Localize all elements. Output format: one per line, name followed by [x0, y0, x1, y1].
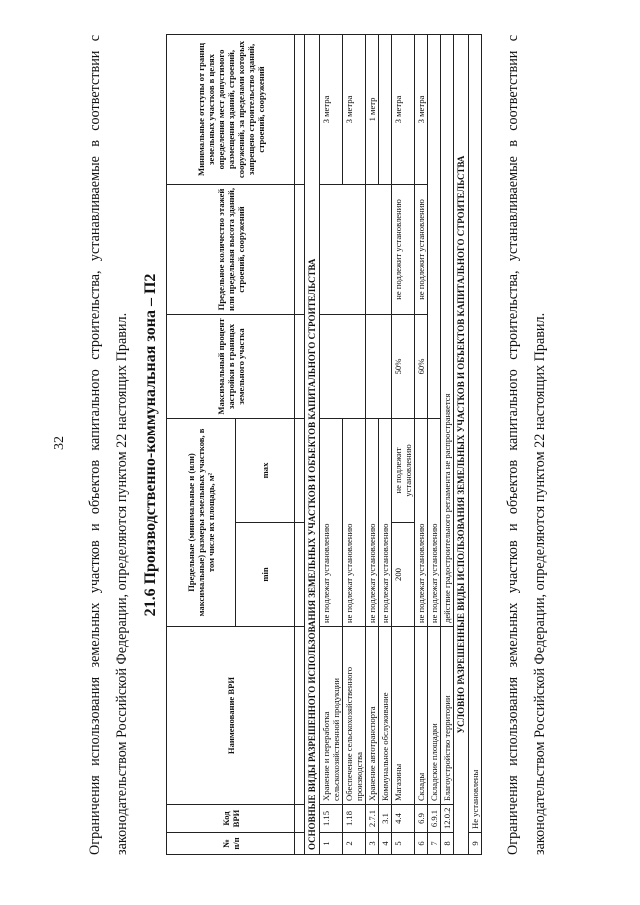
table-row: [428, 34, 441, 854]
row-size: действие градостроительного регламента не распространяется: [441, 34, 454, 626]
row-floors: не подлежит установлению: [415, 184, 428, 314]
header-num: № п/п: [167, 833, 295, 855]
row-percent-blank: [320, 314, 366, 418]
row-code: 12.0.2: [441, 805, 454, 833]
table-row: [392, 34, 415, 854]
row-size: не подлежат установлению: [343, 418, 366, 626]
row-code: 3.1: [379, 805, 392, 833]
table-row: [415, 34, 428, 854]
row-size: не подлежат установлению: [366, 418, 379, 626]
row-name: Склады: [415, 627, 428, 805]
row-name: Благоустройство территории: [441, 627, 454, 805]
row-size: не подлежат установлению: [428, 418, 441, 626]
table-row: [343, 34, 366, 854]
section-row: [454, 34, 469, 854]
row-num: 8: [441, 833, 454, 855]
table-header-row: [167, 34, 236, 854]
row-percent: 50%: [392, 314, 415, 418]
row-setback: 3 метра: [320, 34, 343, 184]
rotated-page-content: [82, 35, 627, 855]
section-row: [305, 34, 320, 854]
row-num: 7: [428, 833, 441, 855]
section-conditional-uses: УСЛОВНО РАЗРЕШЕННЫЕ ВИДЫ ИСПОЛЬЗОВАНИЯ ЗЕМЕЛЬНЫХ УЧАСТКОВ И ОБЪЕКТОВ КАПИТАЛЬНОГО СТРОИТЕЛЬСТВА: [454, 34, 469, 854]
row-code: 1.18: [343, 805, 366, 833]
row-setback: 1 метр: [366, 34, 379, 184]
header-size: Предельные (минимальные и (или) максимальные) размеры земельных участков, в том числе их площадь, м²: [167, 418, 236, 626]
row-setback: 3 метра: [392, 34, 415, 184]
row-num: 3: [366, 833, 379, 855]
header-setback: Минимальные отступы от границ земельных участков в целях определения мест допустимого размещения зданий, строений, сооружений, за пределами которых запрещено строительство зданий, строений, сооружений: [167, 34, 295, 184]
row-percent-blank: [366, 314, 392, 418]
regulations-table: [166, 34, 482, 855]
row-num: 2: [343, 833, 366, 855]
table-row: [320, 34, 343, 854]
row-name: Магазины: [392, 627, 415, 805]
row-name: Хранение автотранспорта: [366, 627, 379, 805]
table-row: [366, 34, 379, 854]
zone-title: 21.6 Производственно-коммунальная зона – П2: [142, 273, 159, 617]
row-blank: [428, 34, 441, 418]
closing-paragraph: Ограничения использования земельных участков и объектов капитального строительства, устанавливаемые в соответствии с законодательством Российской Федерации, определяются пунктом 22 настоящих Правил.: [505, 35, 548, 855]
row-setback: 3 метра: [343, 34, 366, 184]
header-min: min: [236, 523, 295, 627]
row-num: 1: [320, 833, 343, 855]
row-code: 2.7.1: [366, 805, 379, 833]
header-max: max: [236, 418, 295, 522]
row-code: 1.15: [320, 805, 343, 833]
row-num: 6: [415, 833, 428, 855]
row-floors-blank: [320, 184, 366, 314]
row-name: Обеспечение сельскохозяйственного производства: [343, 627, 366, 805]
row-percent: 60%: [415, 314, 428, 418]
row-name: Не установлены: [469, 34, 482, 832]
row-name: Хранение и переработка сельскохозяйственной продукции: [320, 627, 343, 805]
row-size: не подлежат установлению: [320, 418, 343, 626]
row-size: не подлежат установлению: [415, 418, 428, 626]
row-size: не подлежат установлению: [379, 418, 392, 626]
header-percent: Максимальный процент застройки в границах земельного участка: [167, 314, 295, 418]
row-floors: не подлежит установлению: [392, 184, 415, 314]
header-name: Наименование ВРИ: [167, 627, 295, 805]
row-setback: 3 метра: [415, 34, 428, 184]
column-index-row: [295, 34, 305, 854]
page-number: 32: [52, 436, 67, 450]
table-row: [441, 34, 454, 854]
row-max: не подлежит установлению: [392, 418, 415, 522]
section-main-uses: ОСНОВНЫЕ ВИДЫ РАЗРЕШЕННОГО ИСПОЛЬЗОВАНИЯ ЗЕМЕЛЬНЫХ УЧАСТКОВ И ОБЪЕКТОВ КАПИТАЛЬНОГО СТРОИТЕЛЬСТВА: [305, 34, 320, 854]
row-code: 4.4: [392, 805, 415, 833]
row-num: 9: [469, 833, 482, 855]
table-row: [469, 34, 482, 854]
row-code: 6.9: [415, 805, 428, 833]
row-code: 6.9.1: [428, 805, 441, 833]
header-floors: Предельное количество этажей или предельная высота зданий, строений, сооружений: [167, 184, 295, 314]
row-floors-blank: [366, 184, 392, 314]
table-row: [379, 34, 392, 854]
row-num: 4: [379, 833, 392, 855]
header-code: Код ВРИ: [167, 805, 295, 833]
row-min: 200: [392, 523, 415, 627]
row-num: 5: [392, 833, 415, 855]
row-name: Складские площадки: [428, 627, 441, 805]
row-setback-blank: [379, 34, 392, 184]
row-name: Коммунальное обслуживание: [379, 627, 392, 805]
intro-paragraph: Ограничения использования земельных участков и объектов капитального строительства, устанавливаемые в соответствии с законодательством Российской Федерации, определяются пунктом 22 настоящих Правил.: [87, 35, 130, 855]
